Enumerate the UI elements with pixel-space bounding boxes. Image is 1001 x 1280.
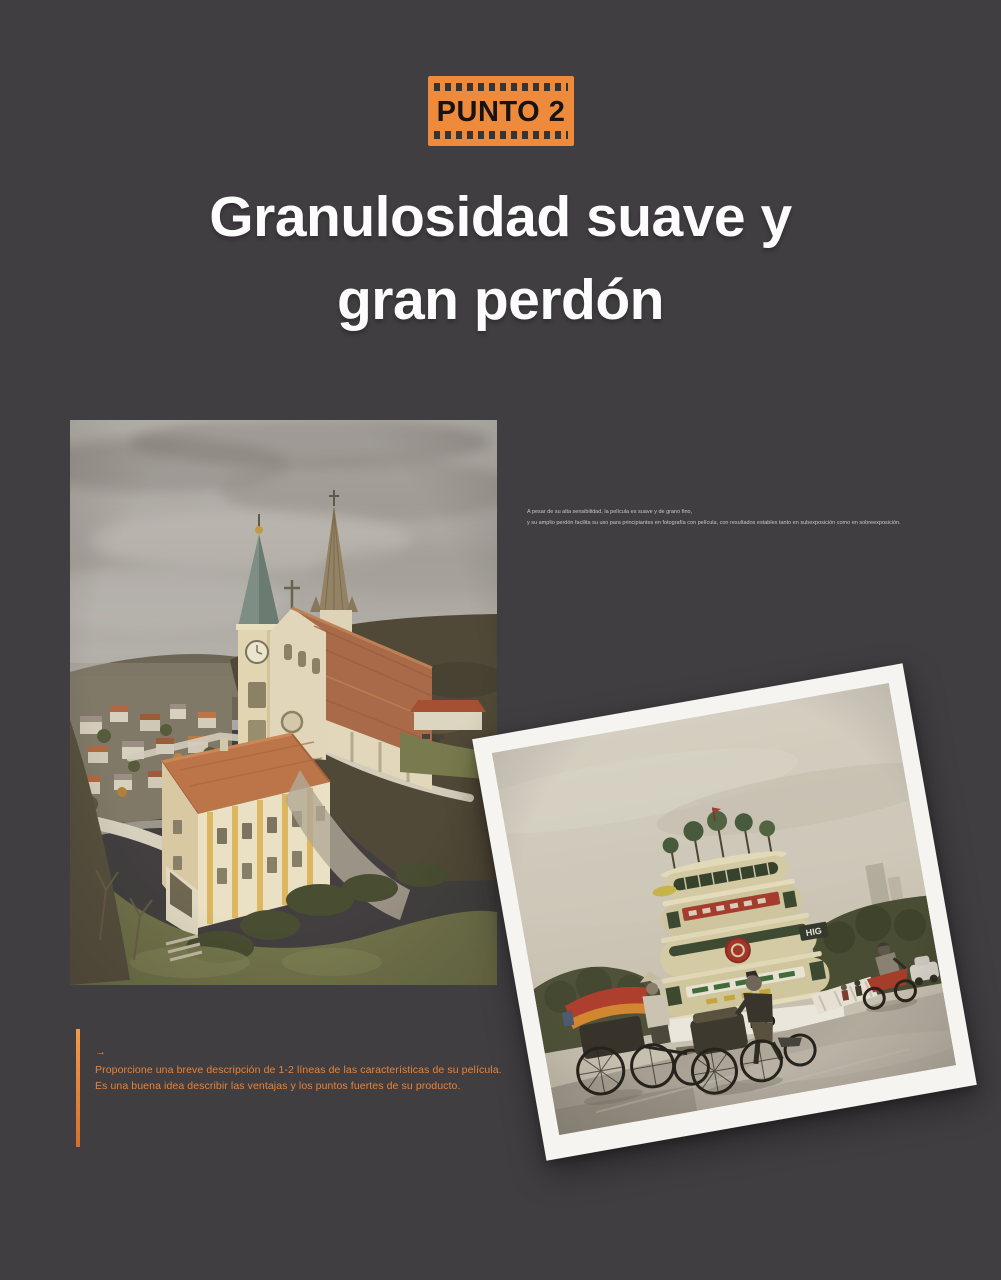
footer-note-line1: Proporcione una breve descripción de 1-2 líneas de las características de su película. (95, 1064, 502, 1076)
filmstrip-perforation-top-icon (434, 83, 568, 91)
photo-polaroid-street (472, 663, 977, 1160)
accent-bar (76, 1029, 80, 1147)
side-note (527, 507, 947, 529)
filmstrip-perforation-bottom-icon (434, 131, 568, 139)
page-title-line2: gran perdón (336, 268, 664, 332)
badge-label: PUNTO 2 (436, 95, 566, 128)
photo-street-svg (492, 683, 956, 1135)
page-title-line1: Granulosidad suave y (209, 185, 792, 249)
photo-church-town-svg (70, 420, 497, 985)
sepia-grade (70, 420, 497, 985)
arrow-icon: → (95, 1046, 106, 1058)
footer-note (95, 1062, 502, 1094)
polaroid-photo-area (492, 683, 956, 1135)
page-title (0, 176, 1001, 342)
photo-church-town (70, 420, 497, 985)
punto-badge (428, 76, 574, 146)
side-note-line2: y su amplio perdón facilita su uso para principiantes en fotografía con película, con resultados estables tanto en subexposición como en sobreexposición. (527, 520, 901, 526)
side-note-line1: A pesar de su alta sensibilidad, la película es suave y de grano fino, (527, 509, 693, 515)
polaroid-sepia (492, 683, 956, 1135)
footer-note-line2: Es una buena idea describir las ventajas y los puntos fuertes de su producto. (95, 1080, 461, 1092)
